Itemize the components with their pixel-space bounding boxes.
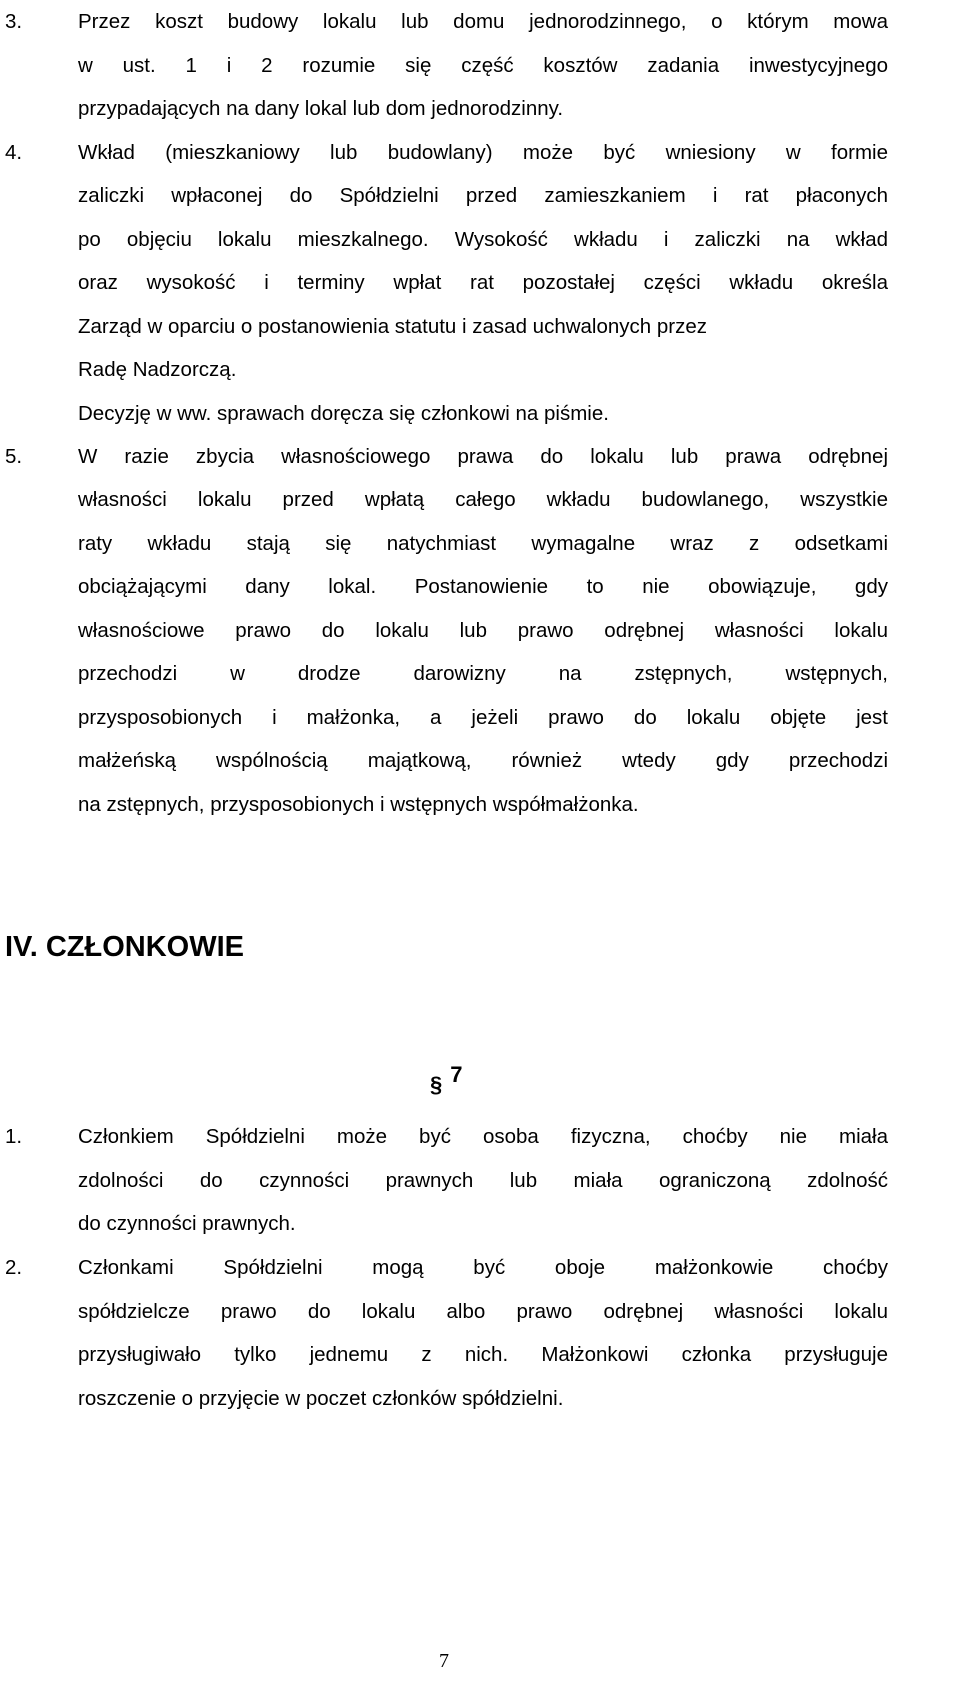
text-line: spółdzielcze prawo do lokalu albo prawo odrębnej własności lokalu xyxy=(78,1299,888,1323)
item-text xyxy=(78,1115,888,1246)
page-number: 7 xyxy=(439,1650,449,1672)
text-line: na zstępnych, przysposobionych i wstępnych współmałżonka. xyxy=(78,792,639,816)
text-line: raty wkładu stają się natychmiast wymagalne wraz z odsetkami xyxy=(78,531,888,555)
text-line: własnościowe prawo do lokalu lub prawo odrębnej własności lokalu xyxy=(78,618,888,642)
item-text xyxy=(78,435,888,827)
text-line: przechodzi w drodze darowizny na zstępnych, wstępnych, xyxy=(78,662,888,685)
item-number: 2. xyxy=(5,1256,23,1279)
item-text xyxy=(78,1246,888,1420)
text-line: Radę Nadzorczą. xyxy=(78,358,237,381)
text-line: zdolności do czynności prawnych lub miała ograniczoną zdolność xyxy=(78,1168,888,1192)
text-line: przysposobionych i małżonka, a jeżeli prawo do lokalu objęte jest xyxy=(78,705,888,729)
text-line: Decyzję w ww. sprawach doręcza się członkowi na piśmie. xyxy=(78,401,609,425)
text-line: w ust. 1 i 2 rozumie się część kosztów zadania inwestycyjnego xyxy=(78,53,888,77)
text-line: W razie zbycia własnościowego prawa do lokalu lub prawa odrębnej xyxy=(78,444,888,468)
text-line: do czynności prawnych. xyxy=(78,1212,296,1235)
text-line: roszczenie o przyjęcie w poczet członków spółdzielni. xyxy=(78,1386,564,1410)
text-line: po objęciu lokalu mieszkalnego. Wysokość wkładu i zaliczki na wkład xyxy=(78,227,888,251)
text-line: przypadających na dany lokal lub dom jednorodzinny. xyxy=(78,97,564,120)
section-heading: IV. CZŁONKOWIE xyxy=(5,931,244,963)
text-line: zaliczki wpłaconej do Spółdzielni przed zamieszkaniem i rat płaconych xyxy=(78,184,888,207)
text-line: Członkiem Spółdzielni może być osoba fizyczna, choćby nie miała xyxy=(78,1125,888,1148)
paragraph-symbol: § xyxy=(430,1072,443,1097)
text-line: obciążającymi dany lokal. Postanowienie to nie obowiązuje, gdy xyxy=(78,575,888,598)
item-text xyxy=(78,0,888,131)
paragraph-number: 7 xyxy=(450,1062,463,1087)
text-line: przysługiwało tylko jednemu z nich. Małżonkowi członka przysługuje xyxy=(78,1343,888,1366)
item-number: 4. xyxy=(5,140,23,164)
text-line: Zarząd w oparciu o postanowienia statutu i zasad uchwalonych przez xyxy=(78,314,708,338)
item-text xyxy=(78,131,888,436)
text-line: własności lokalu przed wpłatą całego wkładu budowlanego, wszystkie xyxy=(78,488,888,511)
paragraph-heading xyxy=(430,1055,463,1095)
text-line: Przez koszt budowy lokalu lub domu jednorodzinnego, o którym mowa xyxy=(78,10,888,33)
text-line: oraz wysokość i terminy wpłat rat pozostałej części wkładu określa xyxy=(78,271,888,294)
text-line: Wkład (mieszkaniowy lub budowlany) może być wniesiony w formie xyxy=(78,140,888,164)
item-number: 5. xyxy=(5,444,23,468)
text-line: Członkami Spółdzielni mogą być oboje małżonkowie choćby xyxy=(78,1256,888,1279)
item-number: 3. xyxy=(5,10,23,33)
text-line: małżeńską wspólnością majątkową, również wtedy gdy przechodzi xyxy=(78,749,888,772)
item-number: 1. xyxy=(5,1125,23,1148)
